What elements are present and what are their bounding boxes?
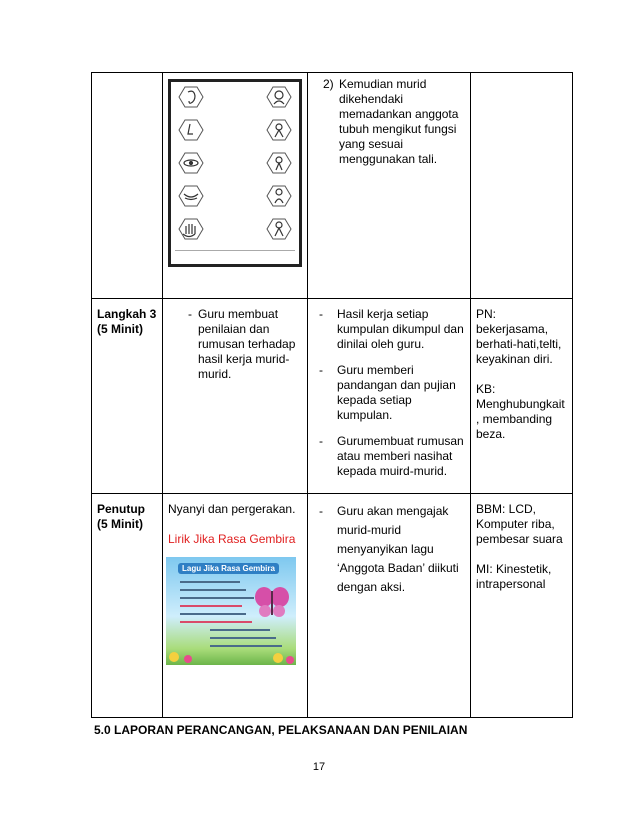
stage-label: Penutup — [97, 502, 145, 516]
activity-steps — [313, 77, 466, 167]
song-lyrics-image — [166, 557, 296, 665]
list-item: - Guru akan mengajak murid-murid menyanyikan lagu ‘Anggota Badan’ diikuti dengan aksi. — [319, 504, 459, 594]
worksheet-graphic — [171, 82, 299, 264]
notes-cell — [471, 494, 573, 718]
stage-time: (5 Minit) — [97, 322, 143, 336]
teacher-activity-list — [168, 307, 303, 382]
stage-time: (5 Minit) — [97, 517, 143, 531]
list-item: - Guru membuat penilaian dan rumusan terhadap hasil kerja murid-murid. — [188, 307, 296, 381]
list-item: - Hasil kerja setiap kumpulan dikumpul dan dinilai oleh guru. — [319, 307, 464, 351]
section-heading: 5.0 LAPORAN PERANCANGAN, PELAKSANAAN DAN PENILAIAN — [94, 723, 468, 737]
notes-cell — [471, 299, 573, 494]
stage-label: Langkah 3 — [97, 307, 157, 321]
table-row — [92, 494, 573, 718]
list-item — [313, 77, 466, 167]
list-item: - Guru memberi pandangan dan pujian kepada setiap kumpulan. — [319, 363, 456, 422]
content-cell — [163, 299, 308, 494]
content-cell — [163, 73, 308, 299]
intelligence-note: MI: Kinestetik, intrapersonal — [476, 562, 552, 591]
materials-note: BBM: LCD, Komputer riba, pembesar suara — [476, 502, 563, 546]
activity-cell — [308, 494, 471, 718]
step-text: Kemudian murid dikehendaki memadankan anggota tubuh mengikut fungsi yang sesuai menggunakan tali. — [339, 77, 459, 166]
activity-cell — [308, 299, 471, 494]
student-activity-list — [313, 502, 466, 597]
content-text: Nyanyi dan pergerakan. — [168, 502, 296, 516]
activity-cell — [308, 73, 471, 299]
student-activity-list — [313, 307, 466, 479]
notes-cell — [471, 73, 573, 299]
stage-cell — [92, 299, 163, 494]
song-lyrics-link[interactable]: Lirik Jika Rasa Gembira — [168, 532, 296, 546]
body-parts-worksheet-image — [168, 79, 302, 267]
content-cell — [163, 494, 308, 718]
song-image-title: Lagu Jika Rasa Gembira — [178, 563, 279, 574]
butterfly-icon — [254, 585, 290, 619]
values-note: PN: bekerjasama, berhati-hati,telti, keyakinan diri. — [476, 307, 562, 366]
stage-cell — [92, 494, 163, 718]
page-number: 17 — [312, 761, 326, 773]
thinking-skills-note: KB: Menghubungkait , membanding beza. — [476, 382, 565, 441]
lesson-plan-table — [91, 72, 573, 718]
stage-cell — [92, 73, 163, 299]
table-row — [92, 299, 573, 494]
table-row — [92, 73, 573, 299]
list-item: - Gurumembuat rumusan atau memberi nasihat kepada muird-murid. — [319, 434, 464, 478]
flowers-decoration — [166, 649, 296, 665]
step-number: 2) — [323, 77, 334, 91]
